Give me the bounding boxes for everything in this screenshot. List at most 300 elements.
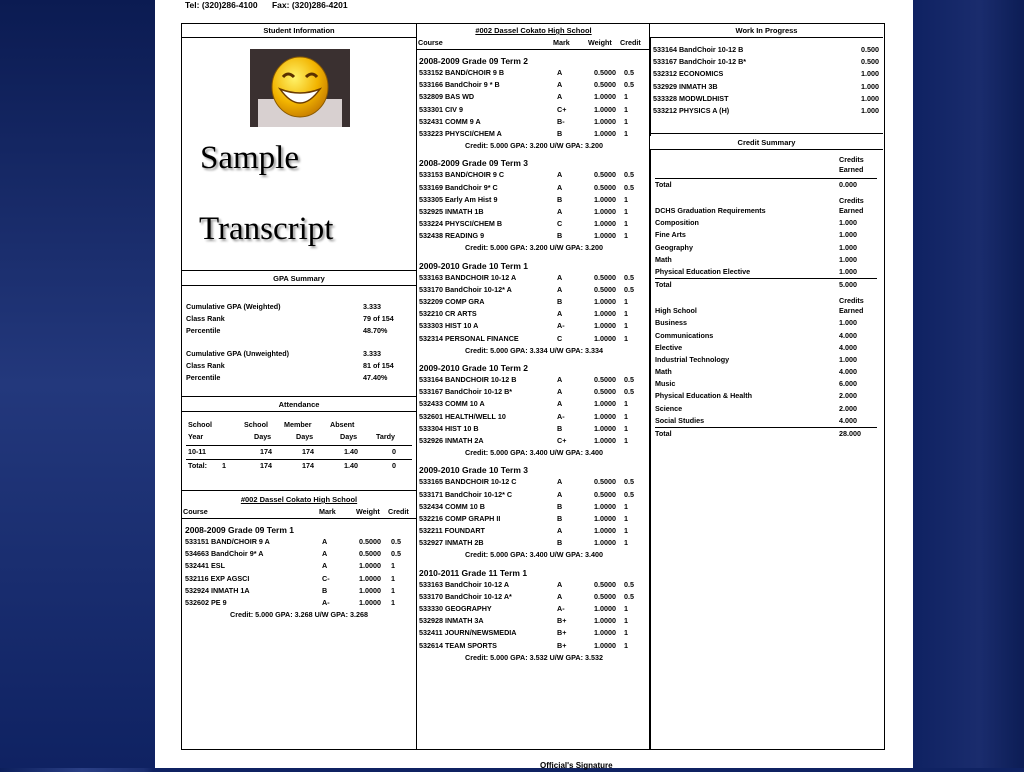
credit-value: 1.000 bbox=[839, 266, 857, 276]
course-mark: B- bbox=[557, 116, 565, 126]
course-name: 533301 CIV 9 bbox=[419, 104, 463, 114]
signature-label: Official's Signature bbox=[540, 761, 613, 770]
credit-area: Social Studies bbox=[655, 415, 705, 425]
course-credit: 1 bbox=[624, 526, 628, 536]
course-weight: 0.5000 bbox=[594, 489, 616, 499]
credit-row bbox=[655, 378, 877, 390]
course-credit: 1 bbox=[624, 423, 628, 433]
course-credit: 0.5 bbox=[391, 537, 401, 546]
course-credit: 1 bbox=[624, 333, 628, 343]
wip-credit: 1.000 bbox=[861, 93, 879, 103]
term-title: 2010-2011 Grade 11 Term 1 bbox=[419, 567, 528, 578]
course-weight: 1.0000 bbox=[594, 116, 616, 126]
course-row bbox=[419, 67, 649, 79]
course-weight: 1.0000 bbox=[594, 194, 616, 204]
credit-area: Elective bbox=[655, 342, 683, 352]
term-block bbox=[419, 261, 649, 357]
wip-course: 533167 BandChoir 10-12 B* bbox=[653, 57, 747, 67]
course-row bbox=[419, 169, 649, 181]
credit-value: 1.000 bbox=[839, 242, 857, 252]
wip-credit: 1.000 bbox=[861, 81, 879, 91]
middle-courses-section bbox=[417, 24, 650, 664]
gpa-value: 3.333 bbox=[363, 302, 381, 311]
col-days: Days bbox=[296, 432, 314, 442]
credit-summary-table bbox=[650, 150, 883, 440]
credit-area: Music bbox=[655, 379, 676, 389]
credits-header bbox=[655, 154, 877, 176]
course-weight: 0.5000 bbox=[594, 591, 616, 601]
gpa-value: 79 of 154 bbox=[363, 314, 394, 324]
course-weight: 1.0000 bbox=[594, 231, 616, 241]
course-row bbox=[419, 116, 649, 128]
course-mark: A bbox=[557, 309, 563, 319]
course-credit: 1 bbox=[624, 231, 628, 241]
course-credit: 0.5 bbox=[624, 374, 634, 384]
smiley-face-icon bbox=[250, 49, 350, 127]
course-name: 533163 BANDCHOIR 10-12 A bbox=[419, 272, 517, 282]
course-weight: 0.5000 bbox=[359, 537, 381, 546]
gpa-label: Percentile bbox=[186, 326, 221, 336]
course-credit: 1 bbox=[624, 194, 628, 204]
course-name: 533166 BandChoir 9 * B bbox=[419, 80, 500, 90]
course-mark: A bbox=[557, 182, 563, 192]
course-mark: B bbox=[557, 501, 563, 511]
course-credit: 1 bbox=[624, 604, 628, 614]
wip-credit: 0.500 bbox=[861, 57, 879, 67]
course-name: 532314 PERSONAL FINANCE bbox=[419, 333, 519, 343]
course-mark: A bbox=[557, 489, 563, 499]
gpa-row bbox=[186, 301, 412, 313]
course-credit: 0.5 bbox=[624, 591, 634, 601]
course-mark: A bbox=[557, 206, 563, 216]
course-row bbox=[419, 591, 649, 603]
credit-area: Total bbox=[655, 180, 672, 189]
course-row bbox=[185, 548, 413, 560]
course-row bbox=[419, 435, 649, 447]
credit-area: Physical Education Elective bbox=[655, 266, 751, 276]
credit-row bbox=[655, 254, 877, 266]
course-row bbox=[185, 597, 413, 609]
course-weight: 1.0000 bbox=[594, 128, 616, 138]
credit-row bbox=[655, 178, 877, 191]
course-name: 534663 BandChoir 9* A bbox=[185, 549, 264, 559]
term-credit-summary: Credit: 5.000 GPA: 3.532 U/W GPA: 3.532 bbox=[465, 652, 603, 662]
divider bbox=[182, 396, 416, 397]
credit-area: Math bbox=[655, 367, 672, 377]
course-row bbox=[419, 194, 649, 206]
course-mark: A bbox=[322, 549, 328, 559]
course-weight: 0.5000 bbox=[594, 80, 616, 90]
course-mark: A bbox=[557, 92, 563, 102]
credit-row bbox=[655, 427, 877, 440]
course-name: 532411 JOURN/NEWSMEDIA bbox=[419, 628, 517, 638]
attendance-header-row-2 bbox=[186, 431, 412, 443]
student-photo bbox=[250, 49, 350, 127]
course-credit: 1 bbox=[624, 435, 628, 445]
credit-area: Geography bbox=[655, 242, 693, 252]
attendance-header: Attendance bbox=[182, 398, 416, 412]
credits-label: Credits bbox=[839, 296, 864, 306]
course-weight: 1.0000 bbox=[359, 573, 381, 583]
wip-course: 533212 PHYSICS A (H) bbox=[653, 105, 730, 115]
wip-course: 532929 INMATH 3B bbox=[653, 81, 718, 91]
course-name: 533152 BAND/CHOIR 9 B bbox=[419, 68, 505, 77]
credit-row bbox=[655, 366, 877, 378]
credit-value: 6.000 bbox=[839, 379, 857, 389]
course-mark: B bbox=[557, 297, 563, 307]
wip-course: 532312 ECONOMICS bbox=[653, 69, 724, 79]
credit-value: 4.000 bbox=[839, 415, 857, 425]
course-weight: 1.0000 bbox=[594, 321, 616, 331]
left-column bbox=[181, 23, 417, 750]
course-row bbox=[419, 104, 649, 116]
credit-summary-header: Credit Summary bbox=[650, 136, 883, 150]
course-mark: A bbox=[557, 68, 563, 77]
term-title: 2008-2009 Grade 09 Term 1 bbox=[185, 525, 294, 535]
credit-area: Math bbox=[655, 254, 672, 264]
course-mark: B+ bbox=[557, 628, 567, 638]
work-in-progress-header: Work In Progress bbox=[650, 24, 883, 38]
course-row bbox=[419, 296, 649, 308]
course-credit: 1 bbox=[624, 399, 628, 409]
course-row bbox=[419, 79, 649, 91]
course-mark: A- bbox=[557, 411, 565, 421]
course-name: 532924 INMATH 1A bbox=[185, 585, 250, 595]
course-name: 533305 Early Am Hist 9 bbox=[419, 194, 498, 204]
course-row bbox=[419, 513, 649, 525]
attendance-header-row-1 bbox=[186, 419, 412, 431]
credit-value: 28.000 bbox=[839, 429, 861, 438]
credit-row bbox=[655, 415, 877, 427]
course-credit: 0.5 bbox=[624, 284, 634, 294]
course-credit: 1 bbox=[624, 640, 628, 650]
course-weight: 1.0000 bbox=[594, 616, 616, 626]
course-name: 532602 PE 9 bbox=[185, 597, 227, 607]
course-name: 533171 BandChoir 10-12* C bbox=[419, 489, 513, 499]
course-name: 533153 BAND/CHOIR 9 C bbox=[419, 170, 505, 180]
gpa-row bbox=[186, 372, 412, 384]
course-name: 533165 BANDCHOIR 10-12 C bbox=[419, 477, 517, 487]
course-row bbox=[185, 536, 413, 548]
course-mark: A- bbox=[557, 321, 565, 331]
term-credit-summary: Credit: 5.000 GPA: 3.400 U/W GPA: 3.400 bbox=[465, 448, 603, 458]
gpa-label: Cumulative GPA (Unweighted) bbox=[186, 348, 290, 358]
term-block bbox=[419, 363, 649, 459]
course-credit: 0.5 bbox=[624, 272, 634, 282]
course-row bbox=[419, 182, 649, 194]
credit-value: 1.000 bbox=[839, 254, 857, 264]
gpa-value: 47.40% bbox=[363, 372, 388, 382]
course-weight: 1.0000 bbox=[594, 501, 616, 511]
term-title: 2009-2010 Grade 10 Term 2 bbox=[419, 362, 528, 373]
credit-value: 4.000 bbox=[839, 342, 857, 352]
contact-line bbox=[185, 0, 360, 10]
earned-label: Earned bbox=[839, 306, 864, 316]
credit-row bbox=[655, 266, 877, 278]
course-mark: A- bbox=[557, 604, 565, 614]
course-credit: 1 bbox=[624, 501, 628, 511]
credit-value: 5.000 bbox=[839, 280, 857, 290]
course-mark: B bbox=[557, 194, 563, 204]
attendance-section bbox=[182, 398, 416, 412]
term-credit-summary: Credit: 5.000 GPA: 3.268 U/W GPA: 3.268 bbox=[230, 610, 368, 620]
credit-area: Science bbox=[655, 403, 683, 413]
wip-credit: 0.500 bbox=[861, 45, 879, 54]
course-name: 532614 TEAM SPORTS bbox=[419, 640, 497, 650]
credit-area: Physical Education & Health bbox=[655, 391, 753, 401]
gpa-label: Class Rank bbox=[186, 314, 225, 324]
credit-row bbox=[655, 390, 877, 402]
gpa-value: 81 of 154 bbox=[363, 360, 394, 370]
course-credit: 0.5 bbox=[624, 68, 634, 77]
credit-area: Composition bbox=[655, 218, 699, 228]
credit-value: 1.000 bbox=[839, 230, 857, 240]
credits-header bbox=[655, 195, 877, 217]
course-name: 533170 BandChoir 10-12 A* bbox=[419, 591, 512, 601]
term-block bbox=[182, 525, 416, 621]
course-mark: B bbox=[557, 513, 563, 523]
course-name: 532116 EXP AGSCI bbox=[185, 573, 250, 583]
course-credit: 1 bbox=[624, 206, 628, 216]
term-block bbox=[419, 465, 649, 561]
wip-list bbox=[650, 38, 883, 117]
col-tardy: Tardy bbox=[376, 432, 396, 442]
course-weight: 0.5000 bbox=[594, 272, 616, 282]
course-name: 532926 INMATH 2A bbox=[419, 435, 484, 445]
divider bbox=[650, 133, 883, 134]
gpa-summary-section bbox=[182, 272, 416, 286]
term-block bbox=[419, 56, 649, 152]
gpa-label: Percentile bbox=[186, 372, 221, 382]
transcript-title: Transcript bbox=[199, 211, 334, 247]
wip-item bbox=[653, 56, 879, 68]
course-row bbox=[185, 560, 413, 572]
course-row bbox=[419, 272, 649, 284]
course-name: 532928 INMATH 3A bbox=[419, 616, 484, 626]
course-name: 533330 GEOGRAPHY bbox=[419, 604, 492, 614]
gpa-value: 3.333 bbox=[363, 348, 381, 358]
course-weight: 0.5000 bbox=[594, 477, 616, 487]
course-row bbox=[419, 603, 649, 615]
col-school: School bbox=[188, 420, 212, 429]
course-name: 532441 ESL bbox=[185, 561, 225, 571]
credit-value: 2.000 bbox=[839, 403, 857, 413]
col-school-days: School bbox=[244, 420, 268, 429]
course-row bbox=[419, 230, 649, 242]
term-block bbox=[419, 158, 649, 254]
course-credit: 1 bbox=[391, 585, 395, 595]
course-credit: 1 bbox=[624, 116, 628, 126]
course-weight: 1.0000 bbox=[359, 597, 381, 607]
course-credit: 0.5 bbox=[624, 477, 634, 487]
course-name: 533167 BandChoir 10-12 B* bbox=[419, 387, 513, 397]
gpa-summary-header: GPA Summary bbox=[182, 272, 416, 286]
course-weight: 1.0000 bbox=[594, 423, 616, 433]
gpa-label: Cumulative GPA (Weighted) bbox=[186, 302, 281, 311]
wip-item bbox=[653, 105, 879, 117]
course-weight: 1.0000 bbox=[594, 399, 616, 409]
credit-area: Total bbox=[655, 429, 672, 438]
school-name: #002 Dassel Cokato High School bbox=[182, 493, 416, 506]
section-label: DCHS Graduation Requirements bbox=[655, 206, 766, 216]
course-credit: 1 bbox=[624, 616, 628, 626]
course-mark: B bbox=[557, 128, 563, 138]
course-mark: A bbox=[557, 477, 563, 487]
credits-header bbox=[655, 295, 877, 317]
course-weight: 1.0000 bbox=[594, 309, 616, 319]
course-weight: 0.5000 bbox=[594, 170, 616, 180]
course-weight: 0.5000 bbox=[594, 284, 616, 294]
earned-label: Earned bbox=[839, 206, 864, 216]
course-column-header: Course Mark Weight Credit bbox=[417, 37, 650, 50]
course-mark: A bbox=[557, 399, 563, 409]
course-name: 532601 HEALTH/WELL 10 bbox=[419, 411, 506, 421]
course-credit: 1 bbox=[624, 321, 628, 331]
course-row bbox=[419, 640, 649, 652]
col-days: Days bbox=[254, 432, 272, 442]
attendance-row: 10-11 174 174 1.40 0 bbox=[188, 447, 396, 457]
course-row bbox=[419, 579, 649, 591]
course-name: 532209 COMP GRA bbox=[419, 297, 485, 307]
course-name: 533304 HIST 10 B bbox=[419, 423, 479, 433]
course-row bbox=[419, 411, 649, 423]
divider bbox=[182, 490, 416, 491]
course-row bbox=[419, 333, 649, 345]
course-weight: 1.0000 bbox=[594, 104, 616, 114]
course-weight: 1.0000 bbox=[359, 585, 381, 595]
credit-value: 1.000 bbox=[839, 318, 857, 328]
course-mark: C+ bbox=[557, 435, 567, 445]
course-weight: 1.0000 bbox=[594, 435, 616, 445]
course-name: 533170 BandChoir 10-12* A bbox=[419, 284, 512, 294]
course-row bbox=[419, 128, 649, 140]
course-row bbox=[419, 284, 649, 296]
course-row bbox=[419, 537, 649, 549]
course-credit: 0.5 bbox=[391, 549, 401, 559]
background-left bbox=[0, 0, 155, 768]
course-row bbox=[419, 398, 649, 410]
gpa-value: 48.70% bbox=[363, 326, 388, 336]
course-mark: A bbox=[557, 170, 563, 180]
wip-course: 533328 MODWLDHIST bbox=[653, 93, 729, 103]
course-weight: 1.0000 bbox=[594, 526, 616, 536]
course-name: 532216 COMP GRAPH II bbox=[419, 513, 501, 523]
credit-value: 4.000 bbox=[839, 330, 857, 340]
course-name: 532925 INMATH 1B bbox=[419, 206, 484, 216]
course-name: 532434 COMM 10 B bbox=[419, 501, 485, 511]
course-weight: 0.5000 bbox=[594, 68, 616, 77]
course-mark: B+ bbox=[557, 640, 567, 650]
course-mark: B bbox=[322, 585, 328, 595]
course-weight: 0.5000 bbox=[594, 182, 616, 192]
course-credit: 1 bbox=[624, 128, 628, 138]
credit-row bbox=[655, 242, 877, 254]
course-weight: 1.0000 bbox=[594, 640, 616, 650]
course-mark: A bbox=[322, 537, 328, 546]
course-weight: 1.0000 bbox=[594, 297, 616, 307]
credit-area: Total bbox=[655, 280, 672, 290]
term-credit-summary: Credit: 5.000 GPA: 3.400 U/W GPA: 3.400 bbox=[465, 550, 603, 560]
course-credit: 1 bbox=[624, 92, 628, 102]
credit-row bbox=[655, 278, 877, 291]
course-weight: 0.5000 bbox=[359, 549, 381, 559]
term-credit-summary: Credit: 5.000 GPA: 3.200 U/W GPA: 3.200 bbox=[465, 243, 603, 253]
course-weight: 0.5000 bbox=[594, 579, 616, 589]
course-credit: 1 bbox=[624, 513, 628, 523]
course-name: 533163 BandChoir 10-12 A bbox=[419, 579, 510, 589]
course-mark: C+ bbox=[557, 104, 567, 114]
course-credit: 1 bbox=[624, 297, 628, 307]
course-weight: 1.0000 bbox=[594, 513, 616, 523]
credit-area: Industrial Technology bbox=[655, 354, 730, 364]
course-mark: C- bbox=[322, 573, 330, 583]
course-weight: 0.5000 bbox=[594, 374, 616, 384]
credit-value: 2.000 bbox=[839, 391, 857, 401]
course-credit: 1 bbox=[624, 411, 628, 421]
course-row bbox=[419, 627, 649, 639]
course-mark: A bbox=[322, 561, 328, 571]
credit-row bbox=[655, 229, 877, 241]
credit-summary-section bbox=[650, 136, 883, 440]
course-credit: 0.5 bbox=[624, 579, 634, 589]
section-label: High School bbox=[655, 306, 697, 316]
course-credit: 1 bbox=[391, 573, 395, 583]
course-name: 533223 PHYSCI/CHEM A bbox=[419, 128, 502, 138]
credit-area: Fine Arts bbox=[655, 230, 686, 240]
course-weight: 1.0000 bbox=[594, 411, 616, 421]
school-name: #002 Dassel Cokato High School bbox=[417, 24, 650, 37]
term-credit-summary: Credit: 5.000 GPA: 3.200 U/W GPA: 3.200 bbox=[465, 141, 603, 151]
course-weight: 1.0000 bbox=[594, 219, 616, 229]
course-row bbox=[419, 525, 649, 537]
course-mark: A bbox=[557, 591, 563, 601]
credit-row bbox=[655, 330, 877, 342]
term-block bbox=[185, 525, 413, 621]
course-row bbox=[419, 206, 649, 218]
course-row bbox=[419, 615, 649, 627]
credit-row bbox=[655, 354, 877, 366]
credit-value: 0.000 bbox=[839, 180, 857, 189]
course-name: 532433 COMM 10 A bbox=[419, 399, 485, 409]
course-mark: C bbox=[557, 333, 563, 343]
student-info-header: Student Information bbox=[182, 24, 416, 38]
course-column-header: Course Mark Weight Credit bbox=[182, 506, 416, 519]
course-weight: 1.0000 bbox=[359, 561, 381, 571]
course-weight: 0.5000 bbox=[594, 387, 616, 397]
credit-row bbox=[655, 403, 877, 415]
course-name: 533169 BandChoir 9* C bbox=[419, 182, 498, 192]
course-mark: C bbox=[557, 219, 563, 229]
credit-row bbox=[655, 342, 877, 354]
term-title: 2008-2009 Grade 09 Term 3 bbox=[419, 158, 528, 169]
course-mark: A bbox=[557, 526, 563, 536]
background-right bbox=[913, 0, 1024, 768]
gpa-row bbox=[186, 313, 412, 325]
course-weight: 1.0000 bbox=[594, 628, 616, 638]
course-name: 532438 READING 9 bbox=[419, 231, 485, 241]
course-credit: 1 bbox=[624, 309, 628, 319]
credit-value: 4.000 bbox=[839, 367, 857, 377]
course-credit: 1 bbox=[624, 628, 628, 638]
course-name: 532431 COMM 9 A bbox=[419, 116, 481, 126]
course-credit: 1 bbox=[624, 219, 628, 229]
course-row bbox=[419, 91, 649, 103]
wip-credit: 1.000 bbox=[861, 105, 879, 115]
credit-row bbox=[655, 217, 877, 229]
course-name: 532927 INMATH 2B bbox=[419, 538, 484, 548]
col-days: Days bbox=[340, 432, 358, 442]
phone-number: Tel: (320)286-4100 bbox=[185, 0, 258, 10]
